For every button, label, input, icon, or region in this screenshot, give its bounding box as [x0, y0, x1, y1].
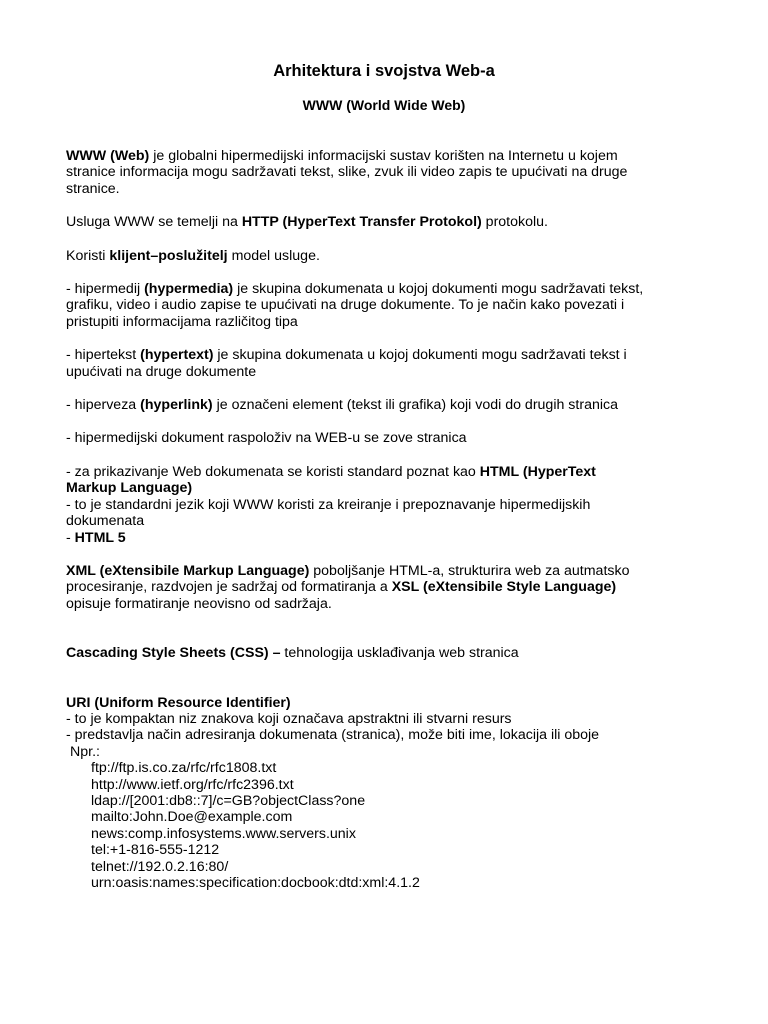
text-line: grafiku, video i audio zapise te upućivati na druge dokumente. To je način kako povezati i: [66, 297, 625, 314]
text-line: upućivati na druge dokumente: [66, 363, 257, 380]
uri-example: ldap://[2001:db8::7]/c=GB?objectClass?one: [91, 792, 366, 809]
document-body: [66, 148, 716, 891]
examples-label: Npr.:: [70, 743, 100, 760]
text-run: - hiperveza: [66, 397, 141, 414]
text-run: je globalni hipermedijski informacijski sustav korišten na Internetu u kojem: [149, 148, 618, 164]
text-run: -: [66, 529, 75, 546]
text-line: - hipermedijski dokument raspoloživ na WEB-u se zove stranica: [66, 430, 467, 447]
text-run: model usluge.: [227, 247, 320, 264]
paragraph-hypertext: [66, 347, 716, 380]
bold-term: XML (eXtensibile Markup Language): [66, 562, 310, 579]
page-title: Arhitektura i svojstva Web-a: [273, 62, 495, 80]
text-line: pristupiti informacijama različitog tipa: [66, 313, 298, 330]
text-line: opisuje formatiranje neovisno od sadržaja.: [66, 595, 332, 612]
text-line: - predstavlja način adresiranja dokumenata (stranica), može biti ime, lokacija ili oboje: [66, 727, 600, 744]
text-line: [66, 248, 716, 264]
page-subtitle: WWW (World Wide Web): [302, 97, 466, 113]
text-line: [66, 281, 716, 297]
text-run: protokolu.: [481, 214, 548, 231]
paragraph-client-server: [66, 248, 716, 264]
text-line: dokumenata: [66, 513, 145, 530]
text-run: poboljšanje HTML-a, strukturira web za autmatsko: [309, 562, 630, 579]
text-run: tehnologija usklađivanja web stranica: [280, 645, 519, 662]
uri-example: mailto:John.Doe@example.com: [91, 809, 293, 826]
bold-term: XSL (eXtensibile Style Language): [391, 579, 617, 596]
text-run: je označeni element (tekst ili grafika) koji vodi do drugih stranica: [212, 397, 618, 414]
text-line: [66, 464, 716, 480]
paragraph-www-definition: [66, 148, 716, 197]
paragraph-html: [66, 464, 716, 546]
bold-term: HTML (HyperText: [479, 463, 596, 480]
text-run: - hipermedij: [66, 281, 145, 298]
paragraph-http: [66, 214, 716, 230]
paragraph-hypermedia: [66, 281, 716, 330]
text-line: [66, 645, 716, 661]
bold-term: WWW (Web): [66, 148, 150, 164]
text-line: [66, 563, 716, 579]
paragraph-hyperlink: [66, 397, 716, 413]
text-line: [66, 480, 716, 496]
bold-term: (hypertext): [140, 347, 214, 364]
uri-example: tel:+1-816-555-1212: [91, 842, 220, 859]
text-run: - hipertekst: [66, 347, 141, 364]
bold-term: HTML 5: [74, 529, 126, 546]
text-line: [66, 347, 716, 363]
text-run: Usluga WWW se temelji na: [66, 214, 242, 231]
text-run: je skupina dokumenata u kojoj dokumenti mogu sadržavati tekst i: [213, 347, 627, 364]
bold-term: (hypermedia): [144, 281, 234, 298]
text-line: [66, 214, 716, 230]
bold-term: HTTP (HyperText Transfer Protokol): [241, 214, 482, 231]
paragraph-uri: [66, 695, 716, 892]
bold-term: Cascading Style Sheets (CSS) –: [66, 645, 281, 662]
uri-example: urn:oasis:names:specification:docbook:dtd:xml:4.1.2: [91, 875, 420, 891]
text-line: [66, 148, 716, 164]
text-line: [66, 530, 716, 546]
text-line: - to je kompaktan niz znakova koji označava apstraktni ili stvarni resurs: [66, 710, 512, 727]
bold-term: klijent–poslužitelj: [109, 247, 228, 264]
bold-term: (hyperlink): [140, 397, 213, 414]
text-run: je skupina dokumenata u kojoj dokumenti mogu sadržavati tekst,: [233, 281, 644, 298]
text-line: [66, 695, 716, 711]
bold-term: URI (Uniform Resource Identifier): [66, 694, 291, 711]
uri-example: http://www.ietf.org/rfc/rfc2396.txt: [91, 776, 294, 793]
uri-example: ftp://ftp.is.co.za/rfc/rfc1808.txt: [91, 760, 277, 777]
paragraph-web-page: [66, 430, 716, 446]
paragraph-css: [66, 645, 716, 661]
bold-term: Markup Language): [66, 480, 193, 497]
text-line: - to je standardni jezik koji WWW koristi za kreiranje i prepoznavanje hipermedijskih: [66, 496, 591, 513]
text-line: [66, 397, 716, 413]
text-run: procesiranje, razdvojen je sadržaj od formatiranja a: [66, 579, 392, 596]
text-line: stranice informacija mogu sadržavati tekst, slike, zvuk ili video zapis te upućivati na druge: [66, 164, 628, 181]
text-line: stranice.: [66, 180, 120, 197]
text-run: Koristi: [66, 247, 110, 264]
uri-example: telnet://192.0.2.16:80/: [91, 858, 229, 875]
text-run: - za prikazivanje Web dokumenata se koristi standard poznat kao: [66, 463, 480, 480]
text-line: [66, 579, 716, 595]
uri-example-list: [66, 760, 716, 891]
uri-example: news:comp.infosystems.www.servers.unix: [91, 825, 356, 842]
paragraph-xml: [66, 563, 716, 612]
